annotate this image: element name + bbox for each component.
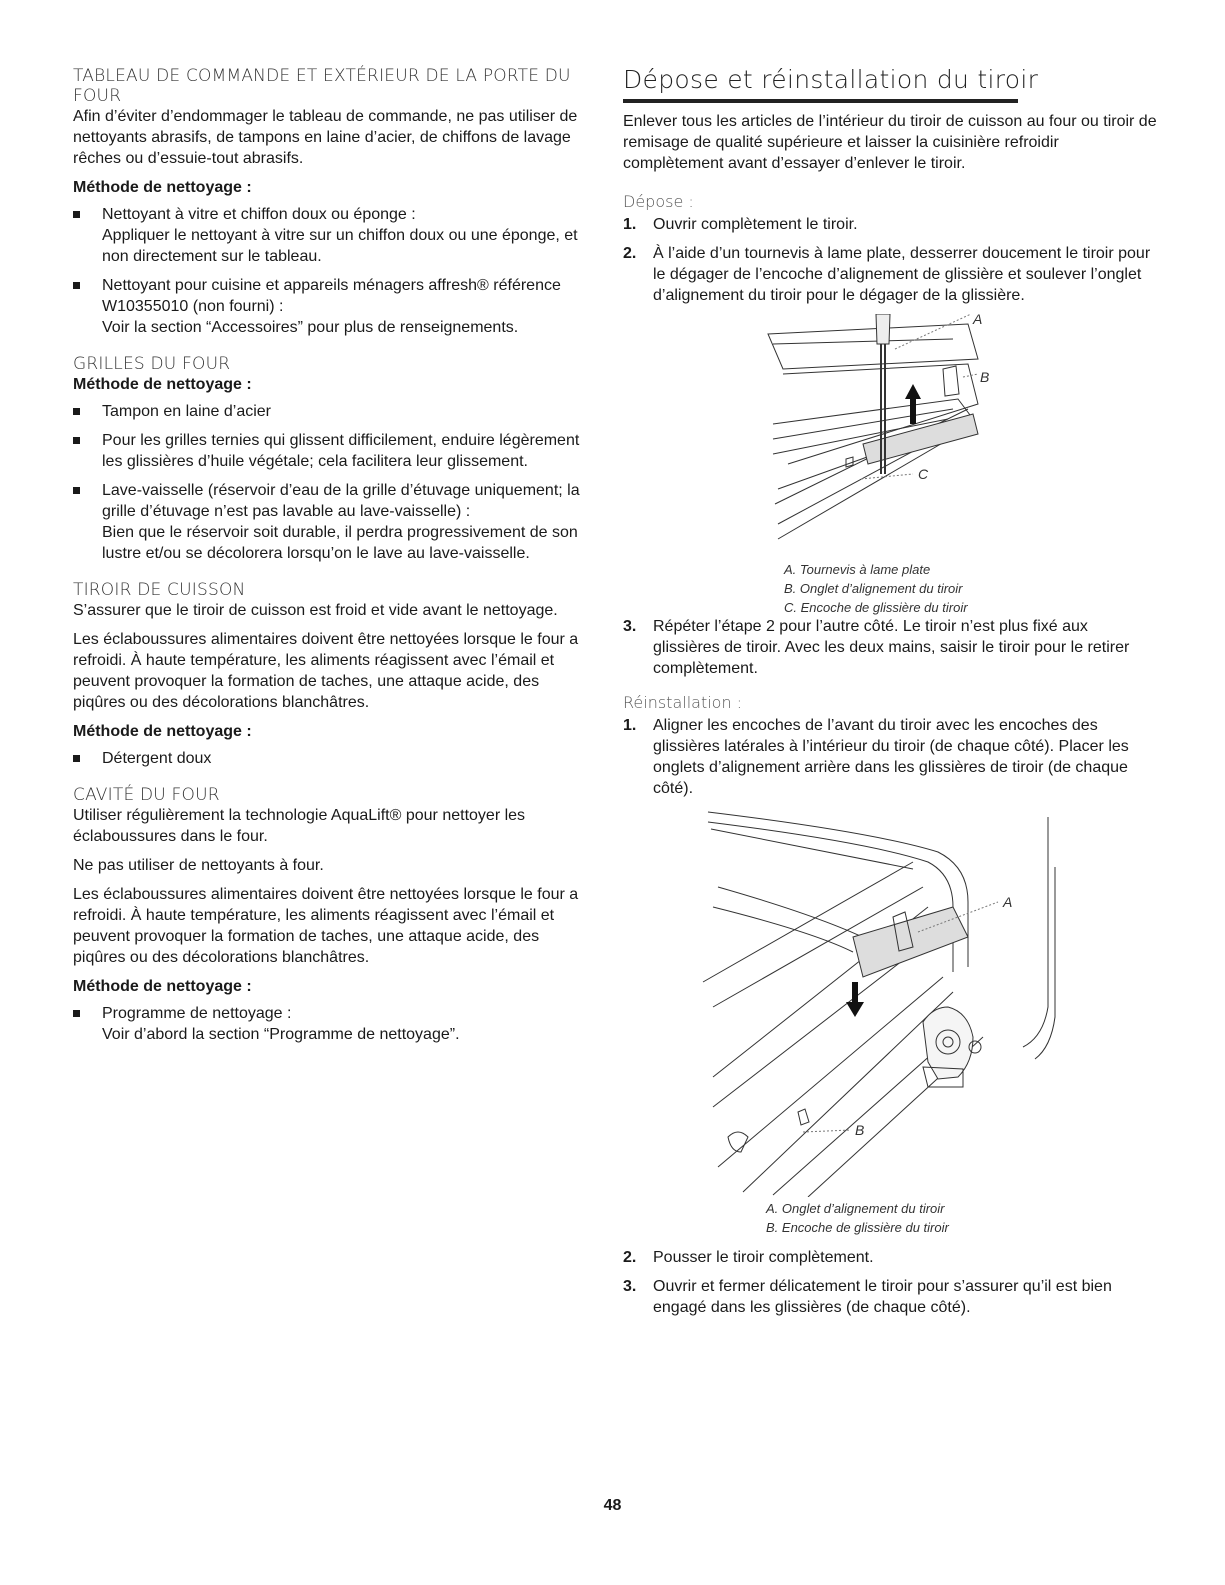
step-item: [623, 715, 1158, 799]
bullet-square-icon: [73, 211, 80, 218]
baking-drawer-paragraph-1: S’assurer que le tiroir de cuisson est froid et vide avant le nettoyage.: [73, 602, 558, 619]
step-text: À l’aide d’un tournevis à lame plate, desserrer doucement le tiroir pour le dégager de l’encoche d’alignement de glissière et soulever l’onglet d’alignement du tiroir pour le dégager de la glissière.: [653, 245, 1151, 304]
bullet-text: Nettoyant à vitre et chiffon doux ou éponge :: [102, 206, 416, 223]
bullet-item: [73, 204, 595, 267]
cleaning-method-heading: Méthode de nettoyage :: [73, 376, 252, 393]
left-column: [73, 66, 595, 1053]
bullet-subtext: Voir la section “Accessoires” pour plus de renseignements.: [102, 319, 519, 336]
oven-cavity-paragraph-1: Utiliser régulièrement la technologie AquaLift® pour nettoyer les éclaboussures dans le four.: [73, 807, 526, 845]
label-b: B: [855, 1122, 865, 1138]
control-panel-bullets: [73, 204, 595, 338]
page-number: 48: [603, 1497, 622, 1514]
step-item: [623, 1247, 1158, 1268]
removal-step-3: [623, 616, 1158, 679]
reinstall-figure: [623, 807, 1158, 1247]
bullet-subtext: Appliquer le nettoyant à vitre sur un chiffon doux ou une éponge, et non directement sur le tableau.: [102, 227, 578, 265]
step-number: 3.: [623, 618, 637, 635]
drawer-reinstall-illustration: [623, 807, 1158, 1197]
bullet-square-icon: [73, 282, 80, 289]
bullet-item: [73, 275, 595, 338]
label-a: A: [1003, 894, 1013, 910]
bullet-square-icon: [73, 437, 80, 444]
bullet-text: Programme de nettoyage :: [102, 1005, 292, 1022]
removal-figure-captions: [784, 560, 968, 617]
caption-b: B. Encoche de glissière du tiroir: [766, 1220, 949, 1235]
step-text: Ouvrir et fermer délicatement le tiroir pour s’assurer qu’il est bien engagé dans les glissières (de chaque côté).: [653, 1278, 1112, 1316]
page-title: Dépose et réinstallation du tiroir: [623, 65, 1039, 94]
bullet-item: [73, 748, 595, 769]
bullet-square-icon: [73, 1010, 80, 1017]
bullet-subtext: Bien que le réservoir soit durable, il perdra progressivement de son lustre et/ou se décolorera lorsqu’on le lave au lave-vaisselle.: [102, 524, 578, 562]
drawer-removal-illustration: [623, 314, 1158, 554]
down-arrow-icon: [846, 982, 864, 1017]
step-number: 1.: [623, 216, 637, 233]
title-underline: [623, 99, 1018, 103]
bullet-square-icon: [73, 408, 80, 415]
removal-figure: [623, 314, 1158, 616]
oven-cavity-paragraph-2: Ne pas utiliser de nettoyants à four.: [73, 857, 324, 874]
bullet-text: Détergent doux: [102, 750, 212, 767]
bullet-item: [73, 430, 595, 472]
removal-subtitle: Dépose :: [623, 192, 694, 211]
bullet-square-icon: [73, 755, 80, 762]
label-a: A: [973, 314, 983, 327]
cleaning-method-heading: Méthode de nettoyage :: [73, 723, 252, 740]
caption-c: C. Encoche de glissière du tiroir: [784, 600, 968, 615]
bullet-text: Nettoyant pour cuisine et appareils ménagers affresh® référence W10355010 (non fourni) :: [102, 277, 561, 315]
section-title-control-panel: TABLEAU DE COMMANDE ET EXTÉRIEUR DE LA PORTE DU FOUR: [73, 66, 571, 106]
bullet-text: Tampon en laine d’acier: [102, 403, 271, 420]
caption-a: A. Onglet d’alignement du tiroir: [766, 1201, 945, 1216]
step-text: Pousser le tiroir complètement.: [653, 1249, 874, 1266]
label-b: B: [980, 369, 990, 385]
step-number: 2.: [623, 245, 637, 262]
step-number: 3.: [623, 1278, 637, 1295]
step-text: Aligner les encoches de l’avant du tiroir avec les encoches des glissières latérales à l’intérieur du tiroir (de chaque côté). Placer les onglets d’alignement arrière dans les glissières de tiroir (de chaque côté).: [653, 717, 1129, 797]
step-item: [623, 1276, 1158, 1318]
bullet-square-icon: [73, 487, 80, 494]
step-text: Répéter l’étape 2 pour l’autre côté. Le tiroir n’est plus fixé aux glissières de tiroir. Avec les deux mains, saisir le tiroir pour le retirer complètement.: [653, 618, 1130, 677]
section-title-oven-cavity: CAVITÉ DU FOUR: [73, 785, 220, 805]
bullet-item: [73, 480, 595, 564]
intro-paragraph: Enlever tous les articles de l’intérieur du tiroir de cuisson au four ou tiroir de remisage de qualité supérieure et laisser la cuisinière refroidir complètement avant d’essayer d’enlever le tiroir.: [623, 113, 1157, 172]
baking-drawer-bullets: [73, 748, 595, 769]
baking-drawer-paragraph-2: Les éclaboussures alimentaires doivent être nettoyées lorsque le four a refroidi. À haute température, les aliments réagissent avec l’émail et peuvent provoquer la formation de taches, une attaque acide, des piqûres ou des décolorations blanchâtres.: [73, 631, 579, 711]
bullet-subtext: Voir d’abord la section “Programme de nettoyage”.: [102, 1026, 460, 1043]
reinstall-subtitle: Réinstallation :: [623, 693, 743, 712]
section-title-oven-racks: GRILLES DU FOUR: [73, 354, 231, 374]
step-item: [623, 616, 1158, 679]
oven-cavity-bullets: [73, 1003, 595, 1045]
right-column: [623, 64, 1158, 1326]
bullet-item: [73, 1003, 595, 1045]
reinstall-step-1: [623, 715, 1158, 799]
oven-cavity-paragraph-3: Les éclaboussures alimentaires doivent être nettoyées lorsque le four a refroidi. À haute température, les aliments réagissent avec l’émail et peuvent provoquer la formation de taches, une attaque acide, des piqûres ou des décolorations blanchâtres.: [73, 886, 579, 966]
oven-racks-bullets: [73, 401, 595, 564]
step-number: 2.: [623, 1249, 637, 1266]
reinstall-steps: [623, 1247, 1158, 1318]
label-c: C: [918, 466, 929, 482]
section-title-baking-drawer: TIROIR DE CUISSON: [73, 580, 246, 600]
control-panel-paragraph: Afin d’éviter d’endommager le tableau de commande, ne pas utiliser de nettoyants abrasifs, de tampons en laine d’acier, de chiffons de lavage rêches ou d’essuie-tout abrasifs.: [73, 108, 578, 167]
caption-a: A. Tournevis à lame plate: [784, 562, 931, 577]
step-number: 1.: [623, 717, 637, 734]
step-text: Ouvrir complètement le tiroir.: [653, 216, 858, 233]
bullet-text: Lave-vaisselle (réservoir d’eau de la grille d’étuvage uniquement; la grille d’étuvage n’est pas lavable au lave-vaisselle) :: [102, 482, 580, 520]
bullet-item: [73, 401, 595, 422]
reinstall-figure-captions: [766, 1199, 949, 1237]
cleaning-method-heading: Méthode de nettoyage :: [73, 978, 252, 995]
bullet-text: Pour les grilles ternies qui glissent difficilement, enduire légèrement les glissières d’huile végétale; cela facilitera leur glissement.: [102, 432, 580, 470]
cleaning-method-heading: Méthode de nettoyage :: [73, 179, 252, 196]
step-item: [623, 214, 1158, 235]
caption-b: B. Onglet d’alignement du tiroir: [784, 581, 963, 596]
step-item: [623, 243, 1158, 306]
removal-steps: [623, 214, 1158, 306]
